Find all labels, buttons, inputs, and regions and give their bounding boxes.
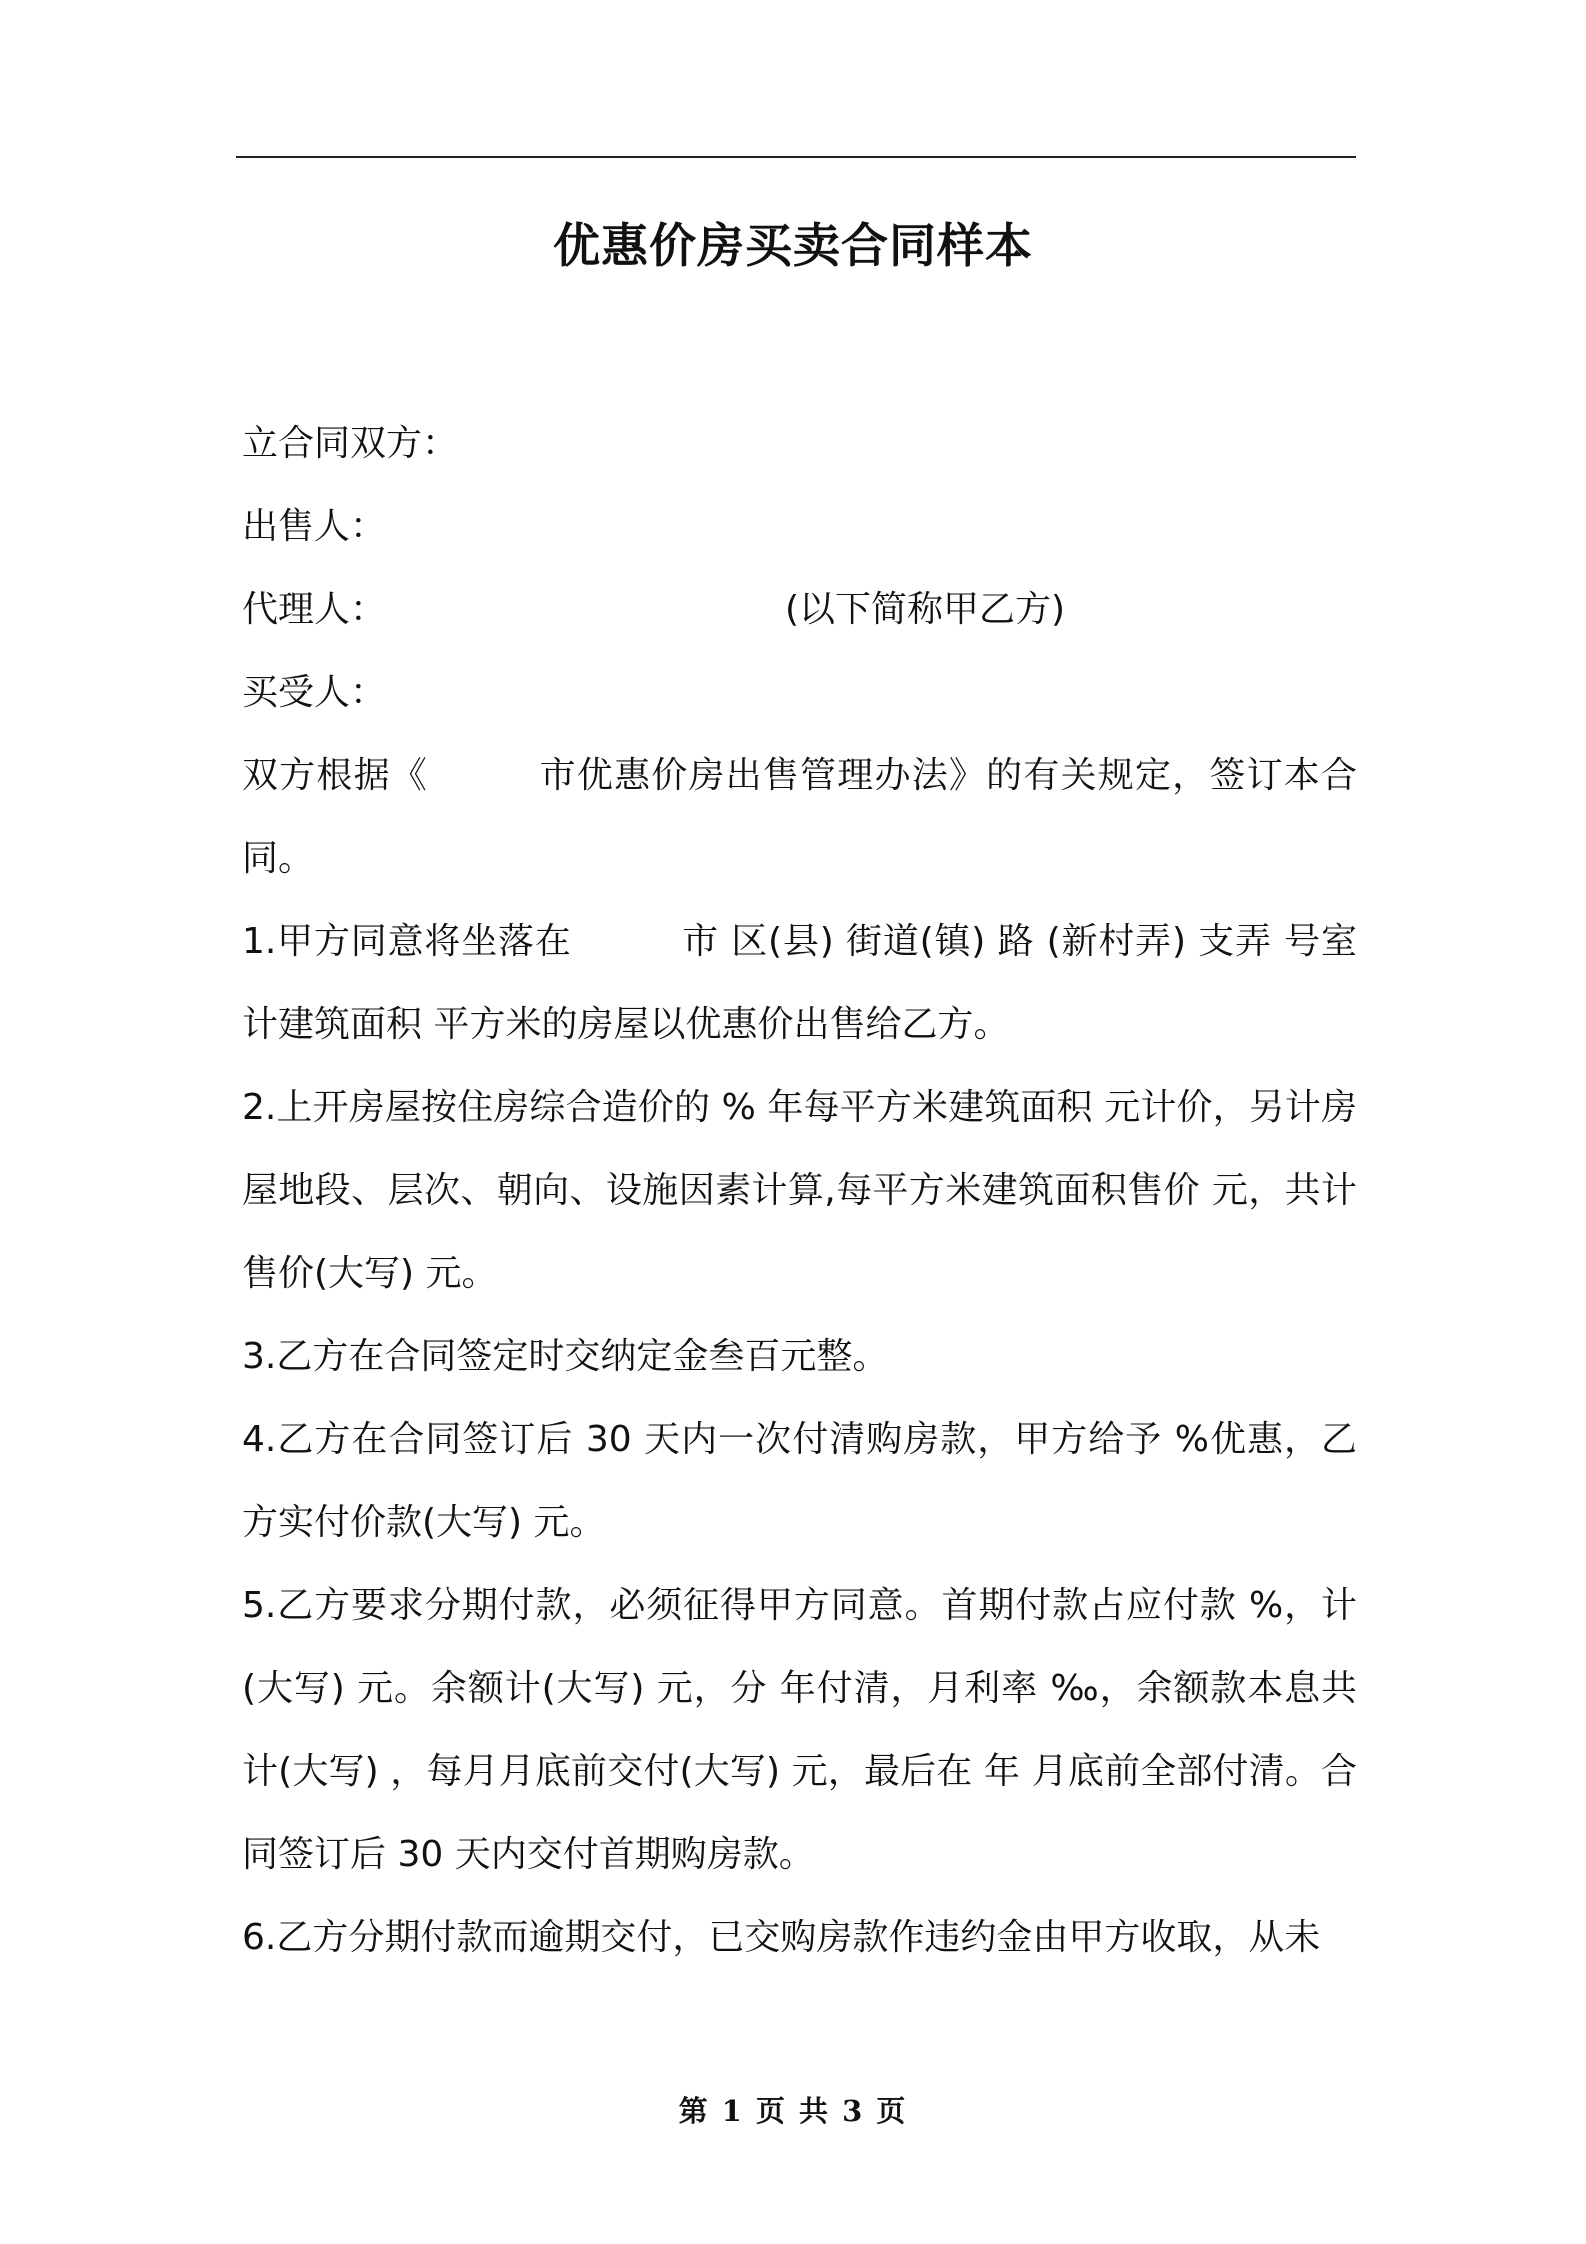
clause-1: 1.甲方同意将坐落在 市 区(县) 街道(镇) 路 (新村弄) 支弄 号室计建筑面积 平方米的房屋以优惠价出售给乙方。 [242, 921, 1357, 1045]
document-title: 优惠价房买卖合同样本 [553, 219, 1033, 274]
clause-5: 5.乙方要求分期付款，必须征得甲方同意。首期付款占应付款 %，计(大写) 元。余额计(大写) 元，分 年付清，月利率 ‰，余额款本息共计(大写) ，每月月底前交付(大写) 元，最后在 年 月底前全部付清。合同签订后 30 天内交付首期购房款。 [242, 1585, 1357, 1875]
parties-heading: 立合同双方： [242, 423, 459, 464]
clause-4: 4.乙方在合同签订后 30 天内一次付清购房款，甲方给予 %优惠，乙方实付价款(大写) 元。 [242, 1419, 1357, 1543]
clause-6: 6.乙方分期付款而逾期交付，已交购房款作违约金由甲方收取，从未 [242, 1917, 1321, 1958]
seller-label: 出售人： [242, 506, 387, 547]
header-rule [236, 156, 1356, 158]
document-body [242, 402, 1357, 1979]
buyer-label: 买受人： [242, 672, 387, 713]
page-indicator: 第 1 页 共 3 页 [678, 2094, 908, 2128]
agent-row [242, 568, 1357, 651]
preamble: 双方根据《 市优惠价房出售管理办法》的有关规定，签订本合同。 [242, 755, 1357, 879]
clause-3: 3.乙方在合同签定时交纳定金叁百元整。 [242, 1336, 889, 1377]
agent-label: 代理人： [242, 589, 387, 630]
agent-note: (以下简称甲乙方) [785, 589, 1066, 630]
clause-2: 2.上开房屋按住房综合造价的 % 年每平方米建筑面积 元计价，另计房屋地段、层次、朝向、设施因素计算,每平方米建筑面积售价 元，共计售价(大写) 元。 [242, 1087, 1357, 1294]
